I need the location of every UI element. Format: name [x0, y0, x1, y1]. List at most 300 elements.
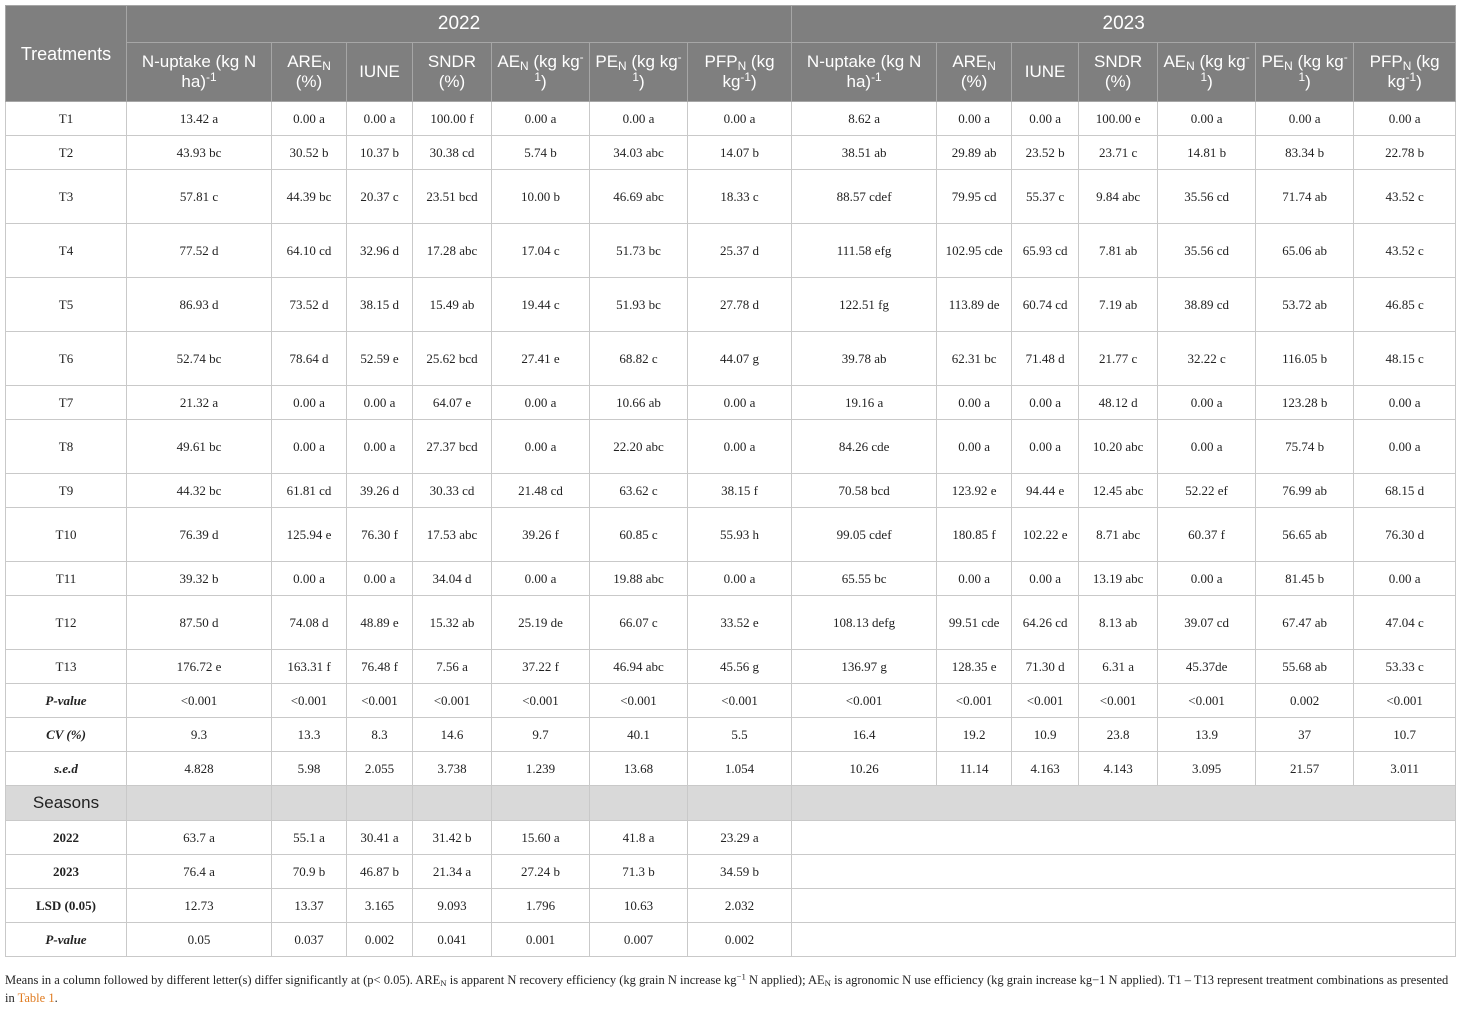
table-cell: 25.37 d [688, 224, 792, 278]
table-cell: 8.62 a [792, 102, 937, 136]
table-cell: 64.26 cd [1012, 596, 1079, 650]
empty-cell [413, 786, 492, 821]
table-row [6, 224, 1456, 278]
table-cell: 25.19 de [492, 596, 590, 650]
table-cell: 55.68 ab [1256, 650, 1354, 684]
table-cell: 62.31 bc [937, 332, 1012, 386]
table-cell: 10.63 [590, 889, 688, 923]
table-cell: 0.00 a [1012, 562, 1079, 596]
table-row [6, 650, 1456, 684]
col-header-are-n-2022: $ARE_N$ (%) [272, 43, 347, 102]
table-cell: 76.30 f [347, 508, 413, 562]
table-cell: 9.093 [413, 889, 492, 923]
table-cell: 67.47 ab [1256, 596, 1354, 650]
table-cell: 16.4 [792, 718, 937, 752]
table-container [5, 5, 1455, 957]
table-cell: 20.37 c [347, 170, 413, 224]
table-cell: 55.93 h [688, 508, 792, 562]
table-cell: 34.04 d [413, 562, 492, 596]
year-2022-header: 2022 [127, 6, 792, 43]
table-cell: 0.00 a [1158, 562, 1256, 596]
table-cell: 83.34 b [1256, 136, 1354, 170]
table-cell: 3.738 [413, 752, 492, 786]
empty-cell [792, 889, 1456, 923]
table-cell: 19.44 c [492, 278, 590, 332]
col-header-sndr-2022: SNDR (%) [413, 43, 492, 102]
table-cell: 13.42 a [127, 102, 272, 136]
table-cell: 46.94 abc [590, 650, 688, 684]
table-cell: 0.041 [413, 923, 492, 957]
table-cell: 5.5 [688, 718, 792, 752]
table-row [6, 102, 1456, 136]
table-cell: 0.00 a [272, 102, 347, 136]
table-cell: 76.48 f [347, 650, 413, 684]
stats-row [6, 684, 1456, 718]
empty-cell [492, 786, 590, 821]
table-cell: 0.00 a [492, 562, 590, 596]
table-cell: 65.93 cd [1012, 224, 1079, 278]
season-label: 2022 [6, 821, 127, 855]
table-cell: 32.96 d [347, 224, 413, 278]
empty-cell [688, 786, 792, 821]
table-cell: 0.00 a [688, 562, 792, 596]
table-cell: 68.15 d [1354, 474, 1456, 508]
table-cell: 0.00 a [688, 386, 792, 420]
table-cell: 73.52 d [272, 278, 347, 332]
table-body [6, 102, 1456, 957]
table-cell: 0.00 a [347, 420, 413, 474]
row-label: T10 [6, 508, 127, 562]
table-cell: 3.095 [1158, 752, 1256, 786]
empty-cell [792, 786, 1456, 821]
year-2023-header: 2023 [792, 6, 1456, 43]
table-cell: 48.15 c [1354, 332, 1456, 386]
season-row [6, 923, 1456, 957]
table-cell: <0.001 [1079, 684, 1158, 718]
table-cell: 46.85 c [1354, 278, 1456, 332]
table-row [6, 474, 1456, 508]
table-cell: 1.796 [492, 889, 590, 923]
table-cell: 46.87 b [347, 855, 413, 889]
row-label: T7 [6, 386, 127, 420]
table-cell: 176.72 e [127, 650, 272, 684]
season-label: P-value [6, 923, 127, 957]
table-cell: 0.00 a [937, 420, 1012, 474]
table-cell: <0.001 [127, 684, 272, 718]
table-cell: 25.62 bcd [413, 332, 492, 386]
row-label: T13 [6, 650, 127, 684]
table-cell: 113.89 de [937, 278, 1012, 332]
table-cell: 0.00 a [1354, 386, 1456, 420]
table-cell: 21.57 [1256, 752, 1354, 786]
table-cell: 0.001 [492, 923, 590, 957]
table-cell: 39.07 cd [1158, 596, 1256, 650]
seasons-label: Seasons [6, 786, 127, 821]
table-cell: 76.39 d [127, 508, 272, 562]
table-cell: 10.37 b [347, 136, 413, 170]
table-cell: 13.3 [272, 718, 347, 752]
table-cell: 5.98 [272, 752, 347, 786]
table-cell: 81.45 b [1256, 562, 1354, 596]
row-label: T12 [6, 596, 127, 650]
table-cell: 15.32 ab [413, 596, 492, 650]
table-cell: 29.89 ab [937, 136, 1012, 170]
table-cell: 18.33 c [688, 170, 792, 224]
row-label: T8 [6, 420, 127, 474]
table-cell: 87.50 d [127, 596, 272, 650]
table-cell: 34.03 abc [590, 136, 688, 170]
row-label: T2 [6, 136, 127, 170]
table-cell: 9.7 [492, 718, 590, 752]
table-cell: 163.31 f [272, 650, 347, 684]
table-cell: 84.26 cde [792, 420, 937, 474]
row-label: T5 [6, 278, 127, 332]
table-cell: 76.30 d [1354, 508, 1456, 562]
table-cell: 65.06 ab [1256, 224, 1354, 278]
table-cell: 71.48 d [1012, 332, 1079, 386]
row-label: T4 [6, 224, 127, 278]
table-cell: 12.73 [127, 889, 272, 923]
table-cell: 76.4 a [127, 855, 272, 889]
table-cell: 0.00 a [492, 386, 590, 420]
table-cell: 100.00 f [413, 102, 492, 136]
table-cell: 3.011 [1354, 752, 1456, 786]
table-cell: 116.05 b [1256, 332, 1354, 386]
table-cell: 12.45 abc [1079, 474, 1158, 508]
table-cell: 8.13 ab [1079, 596, 1158, 650]
table-cell: 14.6 [413, 718, 492, 752]
season-label: 2023 [6, 855, 127, 889]
table-cell: <0.001 [1354, 684, 1456, 718]
stats-row [6, 752, 1456, 786]
table-cell: 39.78 ab [792, 332, 937, 386]
table-cell: 38.15 f [688, 474, 792, 508]
table-cell: 79.95 cd [937, 170, 1012, 224]
table-cell: 38.51 ab [792, 136, 937, 170]
table-cell: 2.055 [347, 752, 413, 786]
table-cell: 32.22 c [1158, 332, 1256, 386]
stats-label: P-value [6, 684, 127, 718]
table-row [6, 136, 1456, 170]
table-cell: <0.001 [1158, 684, 1256, 718]
table-cell: 55.37 c [1012, 170, 1079, 224]
table-cell: 52.74 bc [127, 332, 272, 386]
table-cell: 48.89 e [347, 596, 413, 650]
col-header-iune-2022: IUNE [347, 43, 413, 102]
stats-label: CV (%) [6, 718, 127, 752]
row-label: T6 [6, 332, 127, 386]
table-cell: 136.97 g [792, 650, 937, 684]
table-cell: 33.52 e [688, 596, 792, 650]
table-cell: 44.32 bc [127, 474, 272, 508]
table-cell: 53.72 ab [1256, 278, 1354, 332]
table-cell: 34.59 b [688, 855, 792, 889]
table-cell: 47.04 c [1354, 596, 1456, 650]
table-cell: 0.037 [272, 923, 347, 957]
table-cell: 122.51 fg [792, 278, 937, 332]
table-cell: 23.52 b [1012, 136, 1079, 170]
table-cell: 38.15 d [347, 278, 413, 332]
table-cell: 6.31 a [1079, 650, 1158, 684]
table-row [6, 508, 1456, 562]
table-cell: 71.3 b [590, 855, 688, 889]
table-cell: 0.00 a [272, 562, 347, 596]
table-cell: 0.00 a [1354, 102, 1456, 136]
table-cell: 63.62 c [590, 474, 688, 508]
table-cell: 0.00 a [937, 102, 1012, 136]
table-cell: 0.00 a [937, 386, 1012, 420]
col-header-iune-2023: IUNE [1012, 43, 1079, 102]
table-row [6, 170, 1456, 224]
table-header [6, 6, 1456, 102]
table-cell: 0.00 a [1158, 102, 1256, 136]
table-cell: 22.78 b [1354, 136, 1456, 170]
table-cell: 38.89 cd [1158, 278, 1256, 332]
table-cell: 21.32 a [127, 386, 272, 420]
table-row [6, 420, 1456, 474]
table-cell: 21.77 c [1079, 332, 1158, 386]
table-cell: 75.74 b [1256, 420, 1354, 474]
table-cell: 19.88 abc [590, 562, 688, 596]
table-cell: 57.81 c [127, 170, 272, 224]
table-cell: 51.73 bc [590, 224, 688, 278]
table-cell: 5.74 b [492, 136, 590, 170]
table-cell: 128.35 e [937, 650, 1012, 684]
table-cell: 23.8 [1079, 718, 1158, 752]
table-cell: 4.163 [1012, 752, 1079, 786]
table-cell: 66.07 c [590, 596, 688, 650]
table-cell: 17.04 c [492, 224, 590, 278]
table-cell: <0.001 [792, 684, 937, 718]
table-cell: 49.61 bc [127, 420, 272, 474]
table-cell: 43.93 bc [127, 136, 272, 170]
table-cell: 0.00 a [1012, 420, 1079, 474]
table-cell: 99.05 cdef [792, 508, 937, 562]
table-cell: 60.74 cd [1012, 278, 1079, 332]
table-cell: <0.001 [688, 684, 792, 718]
table-cell: 8.3 [347, 718, 413, 752]
table-cell: 0.00 a [1158, 420, 1256, 474]
table-cell: 0.00 a [347, 562, 413, 596]
table-cell: 27.37 bcd [413, 420, 492, 474]
table-cell: 0.00 a [1012, 386, 1079, 420]
table-cell: 46.69 abc [590, 170, 688, 224]
table-cell: 30.33 cd [413, 474, 492, 508]
table-cell: 22.20 abc [590, 420, 688, 474]
col-header-sndr-2023: SNDR (%) [1079, 43, 1158, 102]
col-header-n-uptake-2023: N-uptake (kg N ha)$^{-1}$ [792, 43, 937, 102]
table-cell: 39.32 b [127, 562, 272, 596]
table-cell: 0.00 a [1012, 102, 1079, 136]
table-cell: 108.13 defg [792, 596, 937, 650]
table-cell: <0.001 [937, 684, 1012, 718]
table-cell: 41.8 a [590, 821, 688, 855]
table-cell: 15.60 a [492, 821, 590, 855]
table-cell: 17.53 abc [413, 508, 492, 562]
table-cell: 10.7 [1354, 718, 1456, 752]
table-cell: 111.58 efg [792, 224, 937, 278]
season-row [6, 889, 1456, 923]
season-row [6, 821, 1456, 855]
table-cell: 0.00 a [1256, 102, 1354, 136]
table-cell: 70.9 b [272, 855, 347, 889]
table-cell: 39.26 f [492, 508, 590, 562]
row-label: T1 [6, 102, 127, 136]
table-cell: 0.00 a [347, 386, 413, 420]
table-cell: 13.9 [1158, 718, 1256, 752]
table-cell: 13.68 [590, 752, 688, 786]
table-cell: 1.054 [688, 752, 792, 786]
table-cell: 19.2 [937, 718, 1012, 752]
table-cell: 61.81 cd [272, 474, 347, 508]
table-cell: 0.007 [590, 923, 688, 957]
table-cell: 94.44 e [1012, 474, 1079, 508]
table-cell: 0.00 a [590, 102, 688, 136]
row-label: T11 [6, 562, 127, 596]
table-cell: 88.57 cdef [792, 170, 937, 224]
table-cell: 35.56 cd [1158, 224, 1256, 278]
table-cell: 60.85 c [590, 508, 688, 562]
table-row [6, 386, 1456, 420]
table-cell: 44.07 g [688, 332, 792, 386]
treatments-header: Treatments [6, 6, 127, 102]
table-cell: 23.71 c [1079, 136, 1158, 170]
table-cell: 9.3 [127, 718, 272, 752]
table-cell: 125.94 e [272, 508, 347, 562]
table-cell: 30.38 cd [413, 136, 492, 170]
table-cell: 21.48 cd [492, 474, 590, 508]
table-cell: <0.001 [492, 684, 590, 718]
table-cell: 100.00 e [1079, 102, 1158, 136]
table-cell: 123.28 b [1256, 386, 1354, 420]
table-cell: 64.10 cd [272, 224, 347, 278]
table-footnote: Means in a column followed by different letter(s) differ significantly at (p< 0.05). $ARE_N$ is apparent N recovery efficiency (kg grain N increase $kg^{-1}$ N applied); $AE_N$ is agronomic N use efficiency (kg grain increase kg−1 N applied). T1 – T13 represent treatment combinations as presented in Table 1. [5, 971, 1449, 1005]
table-cell: 0.00 a [1354, 420, 1456, 474]
table-cell: 7.19 ab [1079, 278, 1158, 332]
stats-row [6, 718, 1456, 752]
table-cell: 30.41 a [347, 821, 413, 855]
table-row [6, 596, 1456, 650]
table-cell: 19.16 a [792, 386, 937, 420]
col-header-are-n-2023: $ARE_N$ (%) [937, 43, 1012, 102]
table-cell: 23.29 a [688, 821, 792, 855]
table-cell: 40.1 [590, 718, 688, 752]
table-cell: 3.165 [347, 889, 413, 923]
table-cell: 0.00 a [347, 102, 413, 136]
table-cell: 13.37 [272, 889, 347, 923]
table-cell: 7.56 a [413, 650, 492, 684]
table-cell: 37 [1256, 718, 1354, 752]
col-header-ae-n-2022: $AE_N$ (kg $kg^{-1}$) [492, 43, 590, 102]
stats-label: s.e.d [6, 752, 127, 786]
table-cell: 0.002 [688, 923, 792, 957]
col-header-ae-n-2023: $AE_N$ (kg $kg^{-1}$) [1158, 43, 1256, 102]
table-cell: 35.56 cd [1158, 170, 1256, 224]
table-cell: 10.20 abc [1079, 420, 1158, 474]
table-cell: 39.26 d [347, 474, 413, 508]
season-row [6, 855, 1456, 889]
table-cell: 0.00 a [492, 102, 590, 136]
col-header-n-uptake-2022: N-uptake (kg N ha)$^{-1}$ [127, 43, 272, 102]
table-cell: 10.9 [1012, 718, 1079, 752]
row-label: T3 [6, 170, 127, 224]
col-header-pfp-n-2023: $PFP_N$ (kg $kg^{-1}$) [1354, 43, 1456, 102]
table-row [6, 332, 1456, 386]
table-cell: 43.52 c [1354, 224, 1456, 278]
empty-cell [272, 786, 347, 821]
table-cell: 56.65 ab [1256, 508, 1354, 562]
table-cell: 0.002 [347, 923, 413, 957]
table-cell: <0.001 [1012, 684, 1079, 718]
table-cell: 27.24 b [492, 855, 590, 889]
table-cell: 0.00 a [272, 420, 347, 474]
table-cell: 45.37de [1158, 650, 1256, 684]
seasons-header-row [6, 786, 1456, 821]
col-header-pe-n-2023: $PE_N$ (kg $kg^{-1}$) [1256, 43, 1354, 102]
table-cell: 99.51 cde [937, 596, 1012, 650]
table-cell: 30.52 b [272, 136, 347, 170]
table-cell: 0.00 a [688, 102, 792, 136]
table-cell: 70.58 bcd [792, 474, 937, 508]
table-cell: 11.14 [937, 752, 1012, 786]
table-cell: 68.82 c [590, 332, 688, 386]
table-cell: 10.66 ab [590, 386, 688, 420]
col-header-pe-n-2022: $PE_N$ (kg $kg^{-1}$) [590, 43, 688, 102]
table-cell: 77.52 d [127, 224, 272, 278]
table-cell: 52.22 ef [1158, 474, 1256, 508]
table-cell: 44.39 bc [272, 170, 347, 224]
table-cell: 52.59 e [347, 332, 413, 386]
empty-cell [792, 855, 1456, 889]
table-cell: 0.00 a [272, 386, 347, 420]
table-cell: 45.56 g [688, 650, 792, 684]
table-cell: <0.001 [272, 684, 347, 718]
table-cell: 27.78 d [688, 278, 792, 332]
table-cell: 14.07 b [688, 136, 792, 170]
table-row [6, 278, 1456, 332]
table-cell: <0.001 [413, 684, 492, 718]
empty-cell [590, 786, 688, 821]
table-cell: 0.00 a [1158, 386, 1256, 420]
table-cell: 60.37 f [1158, 508, 1256, 562]
table-cell: 0.002 [1256, 684, 1354, 718]
table-cell: 0.00 a [492, 420, 590, 474]
table-cell: 71.30 d [1012, 650, 1079, 684]
table-cell: 4.143 [1079, 752, 1158, 786]
table-cell: 7.81 ab [1079, 224, 1158, 278]
table-cell: 8.71 abc [1079, 508, 1158, 562]
table-cell: 64.07 e [413, 386, 492, 420]
table-1-link[interactable]: Table 1 [17, 991, 55, 1005]
table-cell: 102.22 e [1012, 508, 1079, 562]
table-cell: 43.52 c [1354, 170, 1456, 224]
table-cell: 71.74 ab [1256, 170, 1354, 224]
table-cell: 0.00 a [937, 562, 1012, 596]
table-cell: 0.05 [127, 923, 272, 957]
table-cell: 0.00 a [688, 420, 792, 474]
col-header-pfp-n-2022: $PFP_N$ (kg $kg^{-1}$) [688, 43, 792, 102]
table-cell: 4.828 [127, 752, 272, 786]
table-cell: 31.42 b [413, 821, 492, 855]
table-cell: 48.12 d [1079, 386, 1158, 420]
table-cell: 10.26 [792, 752, 937, 786]
empty-cell [792, 923, 1456, 957]
table-cell: 53.33 c [1354, 650, 1456, 684]
nitrogen-efficiency-table [5, 5, 1456, 957]
table-cell: 17.28 abc [413, 224, 492, 278]
table-cell: 78.64 d [272, 332, 347, 386]
empty-cell [347, 786, 413, 821]
